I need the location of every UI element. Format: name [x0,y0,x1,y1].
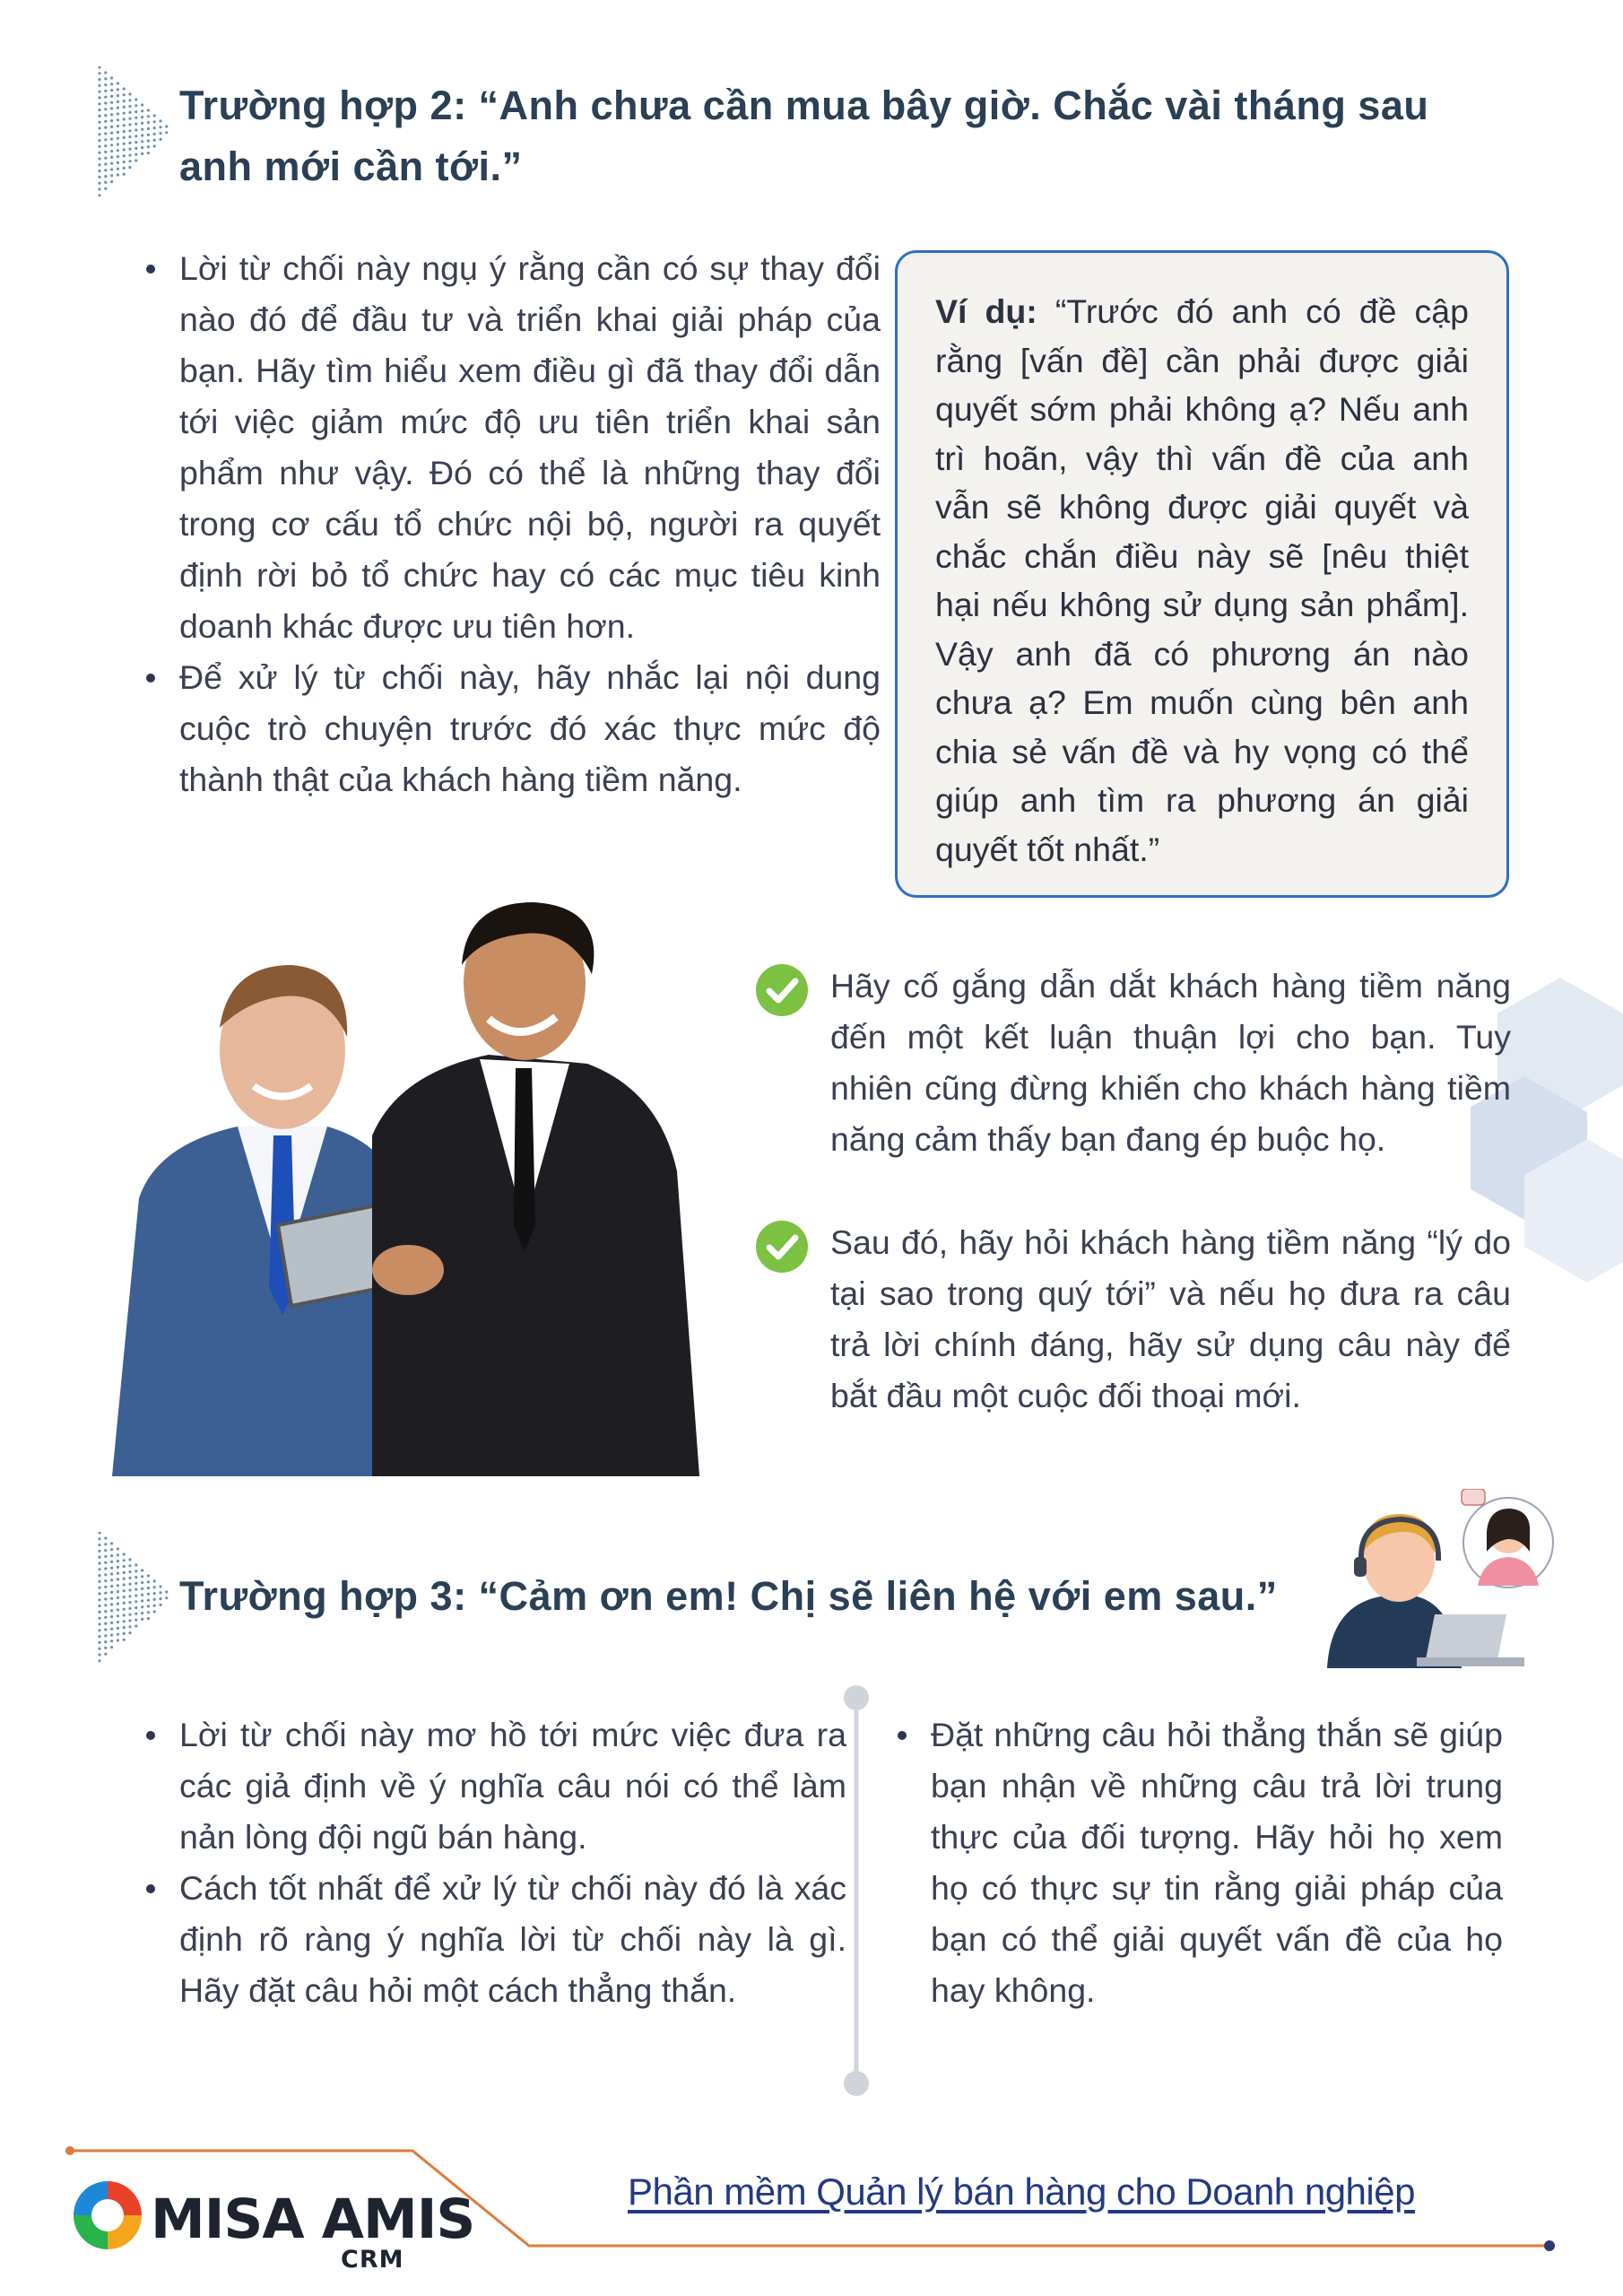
check-item [756,961,1511,1165]
call-center-illustration [1318,1489,1569,1668]
misa-logo-icon [70,2178,145,2253]
list-item: Để xử lý từ chối này, hãy nhắc lại nội dung cuộc trò chuyện trước đó xác thực mức độ thành thật của khách hàng tiềm năng. [179,652,881,805]
business-people-photo [103,902,699,1476]
list-item: Lời từ chối này mơ hồ tới mức việc đưa ra các giả định về ý nghĩa câu nói có thể làm nản lòng đội ngũ bán hàng. [179,1709,846,1863]
check-item [756,1217,1511,1422]
dotted-arrow-icon [97,66,172,197]
list-item: Cách tốt nhất để xử lý từ chối này đó là xác định rõ ràng ý nghĩa lời từ chối này là gì. Hãy đặt câu hỏi một cách thẳng thắn. [179,1863,846,2016]
check-text: Hãy cố gắng dẫn dắt khách hàng tiềm năng đến một kết luận thuận lợi cho bạn. Tuy nhiên cũng đừng khiến cho khách hàng tiềm năng cảm thấy bạn đang ép buộc họ. [830,967,1511,1158]
dotted-arrow-icon [97,1532,172,1663]
section2-heading: Trường hợp 2: “Anh chưa cần mua bây giờ. Chắc vài tháng sau anh mới cần tới.” [179,83,1429,189]
section3-left-bullet-list [145,1709,846,2016]
example-quote: “Trước đó anh có đề cập rằng [vấn đề] cần phải được giải quyết sớm phải không ạ? Nếu anh trì hoãn, vậy thì vấn đề của anh vẫn sẽ không được giải quyết và chắc chắn điều này sẽ [nêu thiệt hại nếu không sử dụng sản phẩm]. Vậy anh đã có phương án nào chưa ạ? Em muốn cùng bên anh chia sẻ vấn đề và hy vọng có thể giúp anh tìm ra phương án giải quyết tốt nhất.” [935,292,1469,868]
check-circle-icon [756,964,808,1016]
check-text: Sau đó, hãy hỏi khách hàng tiềm năng “lý do tại sao trong quý tới” và nếu họ đưa ra câu trả lời chính đáng, hãy sử dụng câu này để bắt đầu một cuộc đối thoại mới. [830,1223,1511,1414]
logo-text: MISA AMIS [151,2187,475,2251]
example-text [935,287,1469,874]
footer-link[interactable]: Phần mềm Quản lý bán hàng cho Doanh nghiệp [628,2170,1415,2213]
logo-subtext: CRM [341,2246,404,2274]
section3-heading: Trường hợp 3: “Cảm ơn em! Chị sẽ liên hệ với em sau.” [179,1573,1278,1619]
example-box [895,250,1509,898]
list-item: Lời từ chối này ngụ ý rằng cần có sự thay đổi nào đó để đầu tư và triển khai giải pháp của bạn. Hãy tìm hiểu xem điều gì đã thay đổi dẫn tới việc giảm mức độ ưu tiên triển khai sản phẩm như vậy. Đó có thể là những thay đổi trong cơ cấu tổ chức nội bộ, người ra quyết định rời bỏ tổ chức hay có các mục tiêu kinh doanh khác được ưu tiên hơn. [179,243,881,652]
example-label: Ví dụ: [935,292,1037,330]
section2-bullet-list [145,243,881,805]
section3-right-bullet-list [897,1709,1503,2016]
list-item: Đặt những câu hỏi thẳng thắn sẽ giúp bạn nhận về những câu trả lời trung thực của đối tượng. Hãy hỏi họ xem họ có thực sự tin rằng giải pháp của bạn có thể giải quyết vấn đề của họ hay không. [931,1709,1503,2016]
check-circle-icon [756,1221,808,1273]
vertical-divider [843,1684,870,2097]
